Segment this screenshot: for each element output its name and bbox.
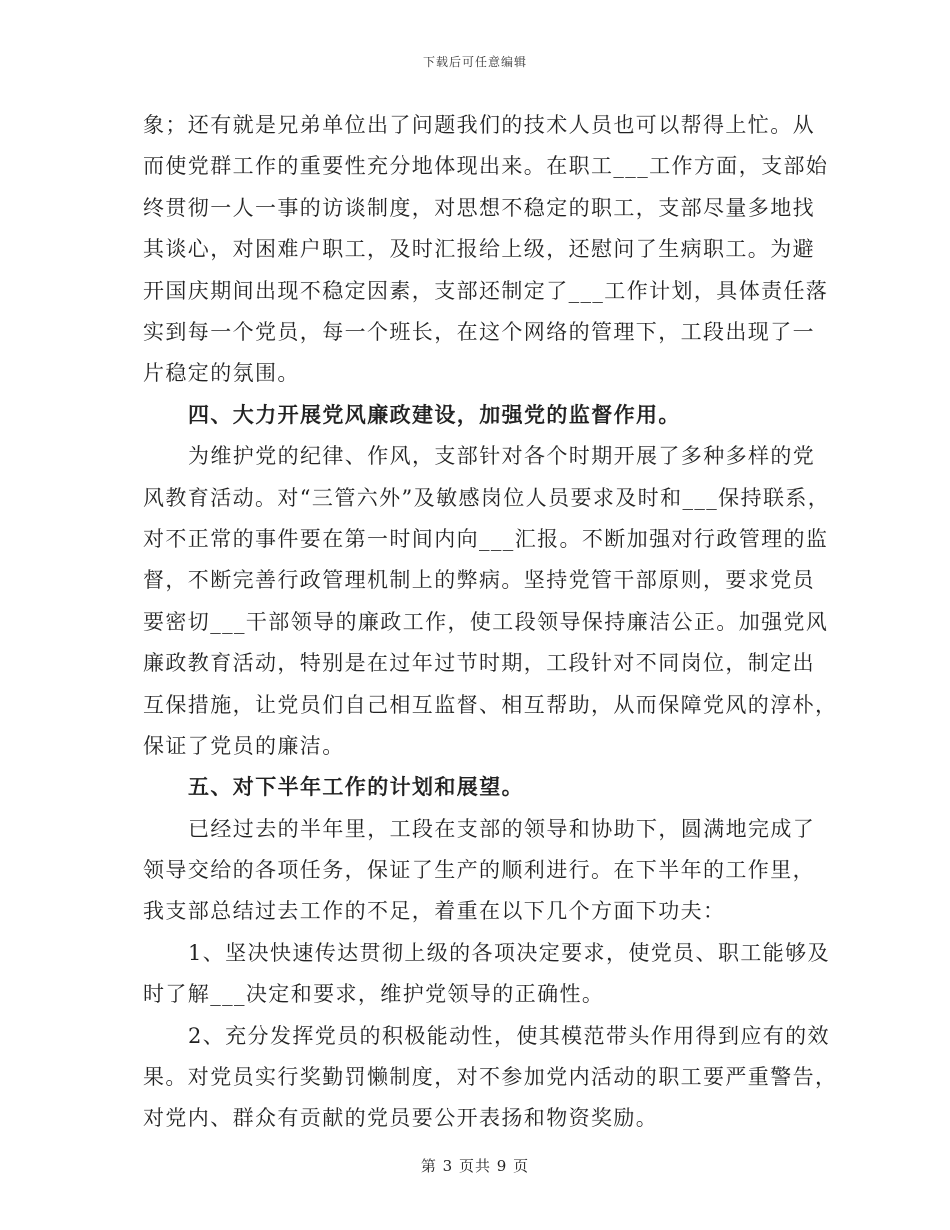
body-line: 象；还有就是兄弟单位出了问题我们的技术人员也可以帮得上忙。从 [143, 113, 815, 137]
body-line: 为维护党的纪律、作风，支部针对各个时期开展了多种多样的党 [188, 444, 816, 468]
body-line: 片稳定的氛围。 [143, 361, 300, 385]
body-line: 领导交给的各项任务，保证了生产的顺利进行。在下半年的工作里， [143, 858, 815, 882]
body-line: 互保措施，让党员们自己相互监督、相互帮助，从而保障党风的淳朴， [143, 693, 838, 717]
list-item-line: 时了解___决定和要求，维护党领导的正确性。 [143, 982, 605, 1006]
list-item-line: 1、坚决快速传达贯彻上级的各项决定要求，使党员、职工能够及 [188, 941, 830, 965]
body-line: 而使党群工作的重要性充分地体现出来。在职工___工作方面，支部始 [143, 154, 829, 178]
body-line: 已经过去的半年里，工段在支部的领导和协助下，圆满地完成了 [188, 817, 816, 841]
body-line: 开国庆期间出现不稳定因素，支部还制定了___工作计划，具体责任落 [143, 279, 829, 303]
body-line: 终贯彻一人一事的访谈制度，对思想不稳定的职工，支部尽量多地找 [143, 196, 815, 220]
body-line: 廉政教育活动，特别是在过年过节时期，工段针对不同岗位，制定出 [143, 651, 815, 675]
section-heading: 四、大力开展党风廉政建设，加强党的监督作用。 [188, 402, 681, 427]
page-number: 第 3 页共 9 页 [420, 1157, 530, 1175]
body-line: 督，不断完善行政管理机制上的弊病。坚持党管干部原则，要求党员 [143, 568, 815, 592]
page-header: 下载后可任意编辑 [422, 55, 527, 69]
body-line: 其谈心，对困难户职工，及时汇报给上级，还慰问了生病职工。为避 [143, 237, 815, 261]
body-line: 实到每一个党员，每一个班长，在这个网络的管理下，工段出现了一 [143, 320, 815, 344]
body-line: 我支部总结过去工作的不足，着重在以下几个方面下功夫： [143, 899, 726, 923]
body-line: 风教育活动。对“三管六外”及敏感岗位人员要求及时和___保持联系， [143, 486, 831, 510]
list-item-line: 2、充分发挥党员的积极能动性，使其模范带头作用得到应有的效 [188, 1024, 830, 1048]
body-line: 对不正常的事件要在第一时间内向___汇报。不断加强对行政管理的监 [143, 527, 829, 551]
list-item-line: 果。对党员实行奖勤罚懒制度，对不参加党内活动的职工要严重警告， [143, 1065, 838, 1089]
section-heading: 五、对下半年工作的计划和展望。 [188, 774, 524, 799]
body-line: 保证了党员的廉洁。 [143, 734, 345, 758]
body-line: 要密切___干部领导的廉政工作，使工段领导保持廉洁公正。加强党风 [143, 610, 829, 634]
list-item-line: 对党内、群众有贡献的党员要公开表扬和物资奖励。 [143, 1106, 659, 1130]
